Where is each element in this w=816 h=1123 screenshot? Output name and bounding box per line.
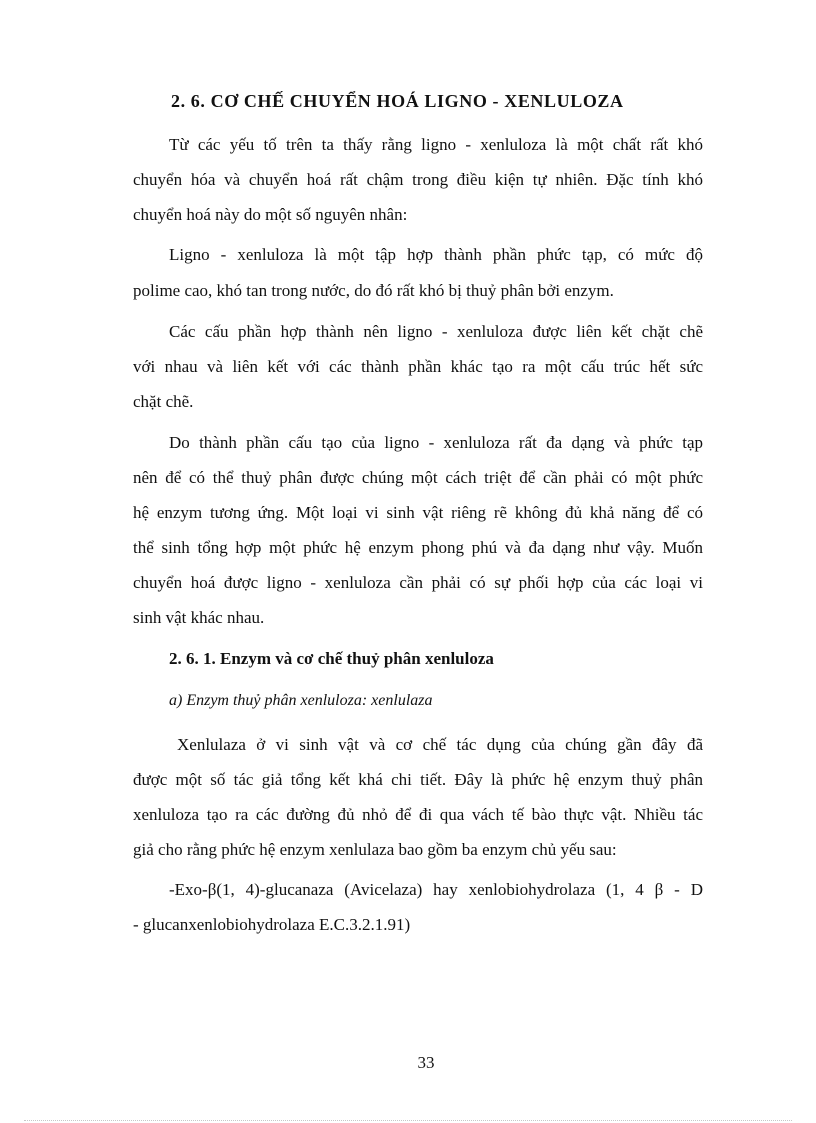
text-line: Ligno - xenluloza là một tập hợp thành phần phức tạp, có mức độ: [169, 245, 703, 264]
text-line: sinh vật khác nhau.: [133, 608, 265, 627]
text-line: thể sinh tổng hợp một phức hệ enzym phong phú và đa dạng như vậy. Muốn: [133, 538, 703, 557]
text-line: chuyển hoá này do một số nguyên nhân:: [133, 205, 408, 224]
text-line: - glucanxenlobiohydrolaza E.C.3.2.1.91): [133, 915, 411, 934]
page-number: 33: [417, 1053, 435, 1072]
text-line: -Exo-β(1, 4)-glucanaza (Avicelaza) hay xenlobiohydrolaza (1, 4 β - D: [169, 880, 703, 899]
text-line: Các cấu phần hợp thành nên ligno - xenluloza được liên kết chặt chẽ: [169, 322, 703, 341]
text-line: Từ các yếu tố trên ta thấy rằng ligno - xenluloza là một chất rất khó: [169, 135, 703, 154]
text-line: chuyển hoá được ligno - xenluloza cần phải có sự phối hợp của các loại vi: [133, 573, 703, 592]
text-line: Do thành phần cấu tạo của ligno - xenluloza rất đa dạng và phức tạp: [169, 433, 703, 452]
text-line: Xenlulaza ở vi sinh vật và cơ chế tác dụng của chúng gần đây đã: [177, 735, 703, 754]
text-line: được một số tác giả tổng kết khá chi tiết. Đây là phức hệ enzym thuỷ phân: [133, 770, 703, 789]
text-line: hệ enzym tương ứng. Một loại vi sinh vật riêng rẽ không đủ khả năng để có: [133, 503, 703, 522]
italic-subheading: a) Enzym thuỷ phân xenluloza: xenlulaza: [169, 692, 433, 709]
text-line: chuyển hóa và chuyển hoá rất chậm trong điều kiện tự nhiên. Đặc tính khó: [133, 170, 703, 189]
section-heading: 2. 6. CƠ CHẾ CHUYỂN HOÁ LIGNO - XENLULOZA: [171, 91, 624, 111]
subsection-heading: 2. 6. 1. Enzym và cơ chế thuỷ phân xenluloza: [169, 649, 494, 668]
text-line: chặt chẽ.: [133, 392, 194, 411]
text-line: với nhau và liên kết với các thành phần khác tạo ra một cấu trúc hết sức: [133, 357, 703, 376]
text-line: polime cao, khó tan trong nước, do đó rất khó bị thuỷ phân bởi enzym.: [133, 281, 614, 300]
footer-divider: [24, 1120, 792, 1121]
text-line: giả cho rằng phức hệ enzym xenlulaza bao gồm ba enzym chủ yếu sau:: [133, 840, 617, 859]
text-line: nên để có thể thuỷ phân được chúng một cách triệt để cần phải có một phức: [133, 468, 703, 487]
text-line: xenluloza tạo ra các đường đủ nhỏ để đi qua vách tế bào thực vật. Nhiều tác: [133, 805, 703, 824]
